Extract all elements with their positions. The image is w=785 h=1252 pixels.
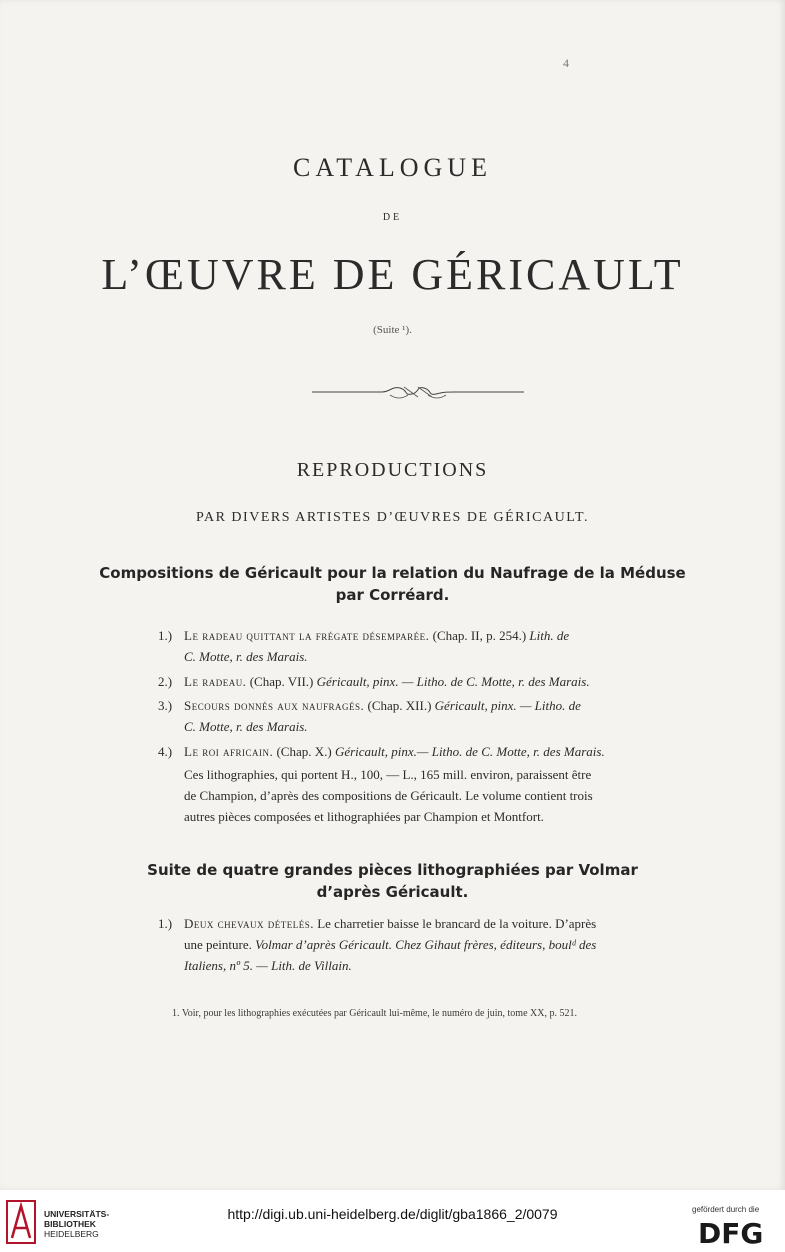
note-line: Ces lithographies, qui portent H., 100, — L., 165 mill. environ, paraissent être: [184, 767, 592, 782]
list-item-3: [158, 695, 693, 737]
entry-text-continued: une peinture.: [184, 937, 252, 952]
source-url-link[interactable]: http://digi.ub.uni-heidelberg.de/diglit/gba1866_2/0079: [227, 1206, 558, 1222]
de-heading: DE: [382, 212, 403, 223]
library-line2: BIBLIOTHEK: [44, 1219, 96, 1229]
ornament-divider: [312, 381, 524, 403]
entry-credit-continued: C. Motte, r. des Marais.: [184, 719, 308, 734]
entry-number: 2.): [158, 674, 173, 689]
part1-heading: [0, 562, 785, 606]
part2-heading-line2: d’après Géricault.: [316, 883, 469, 901]
entry-title: Le radeau.: [184, 674, 247, 689]
entry-credit: Lith. de: [529, 628, 570, 643]
entry-credit: Volmar d’après Géricault. Chez Gihaut frères, éditeurs, boulᵈ des: [255, 937, 597, 952]
entry-number: 1.): [158, 628, 173, 643]
section-subheading: PAR DIVERS ARTISTES D’ŒUVRES DE GÉRICAULT.: [195, 510, 589, 525]
entry-credit-continued: C. Motte, r. des Marais.: [184, 649, 308, 664]
entry-chapter: (Chap. VII.): [249, 674, 314, 689]
suite-note: (Suite ¹).: [373, 324, 412, 336]
page-title: L’ŒUVRE DE GÉRICAULT: [101, 250, 684, 299]
entry-number: 4.): [158, 744, 173, 759]
entry-title: Secours donnés aux naufragés.: [184, 698, 365, 713]
library-line3: HEIDELBERG: [44, 1229, 99, 1239]
list-item-1: [158, 625, 693, 667]
dfg-logo: [698, 1218, 776, 1246]
list-item-4: [158, 741, 693, 762]
entry-credit: Géricault, pinx. — Litho. de: [434, 698, 581, 713]
list-item-2: [158, 671, 693, 692]
dfg-logo-text: DFG: [698, 1218, 764, 1246]
entry-credit: Géricault, pinx.— Litho. de C. Motte, r. des Marais.: [334, 744, 605, 759]
entry-number: 1.): [158, 916, 173, 931]
entry-title: Le roi africain.: [184, 744, 274, 759]
section-heading: REPRODUCTIONS: [296, 459, 489, 481]
entry-text: Le charretier baisse le brancard de la voiture. D’après: [317, 916, 597, 931]
library-line1: UNIVERSITÄTS-: [44, 1209, 110, 1219]
part2-list-item-1: [158, 913, 693, 976]
entry-chapter: (Chap. II, p. 254.): [432, 628, 527, 643]
note-line: autres pièces composées et lithographiées par Champion et Montfort.: [184, 809, 544, 824]
part2-heading-line1: Suite de quatre grandes pièces lithographiées par Volmar: [147, 861, 638, 879]
entry-title: Deux chevaux dételés.: [184, 916, 314, 931]
part1-heading-line2: par Corréard.: [335, 586, 450, 604]
entry-chapter: (Chap. X.): [276, 744, 332, 759]
note-line: de Champion, d’après des compositions de Géricault. Le volume contient trois: [184, 788, 593, 803]
entry-title: Le radeau quittant la frégate désemparée.: [184, 628, 430, 643]
entry-chapter: (Chap. XII.): [367, 698, 432, 713]
part1-heading-line1: Compositions de Géricault pour la relation du Naufrage de la Méduse: [99, 564, 686, 582]
part1-note: [184, 764, 693, 827]
catalogue-heading: CATALOGUE: [293, 153, 492, 182]
entry-credit: Géricault, pinx. — Litho. de C. Motte, r. des Marais.: [316, 674, 590, 689]
part2-heading: [0, 859, 785, 903]
pencil-page-mark: 4: [563, 56, 569, 70]
entry-number: 3.): [158, 698, 173, 713]
footnote: 1. Voir, pour les lithographies exécutées par Géricault lui-même, le numéro de juin, tome XX, p. 521.: [172, 1008, 577, 1019]
funded-by-label: gefördert durch die: [692, 1205, 760, 1214]
entry-credit-continued: Italiens, nº 5. — Lith. de Villain.: [184, 958, 352, 973]
